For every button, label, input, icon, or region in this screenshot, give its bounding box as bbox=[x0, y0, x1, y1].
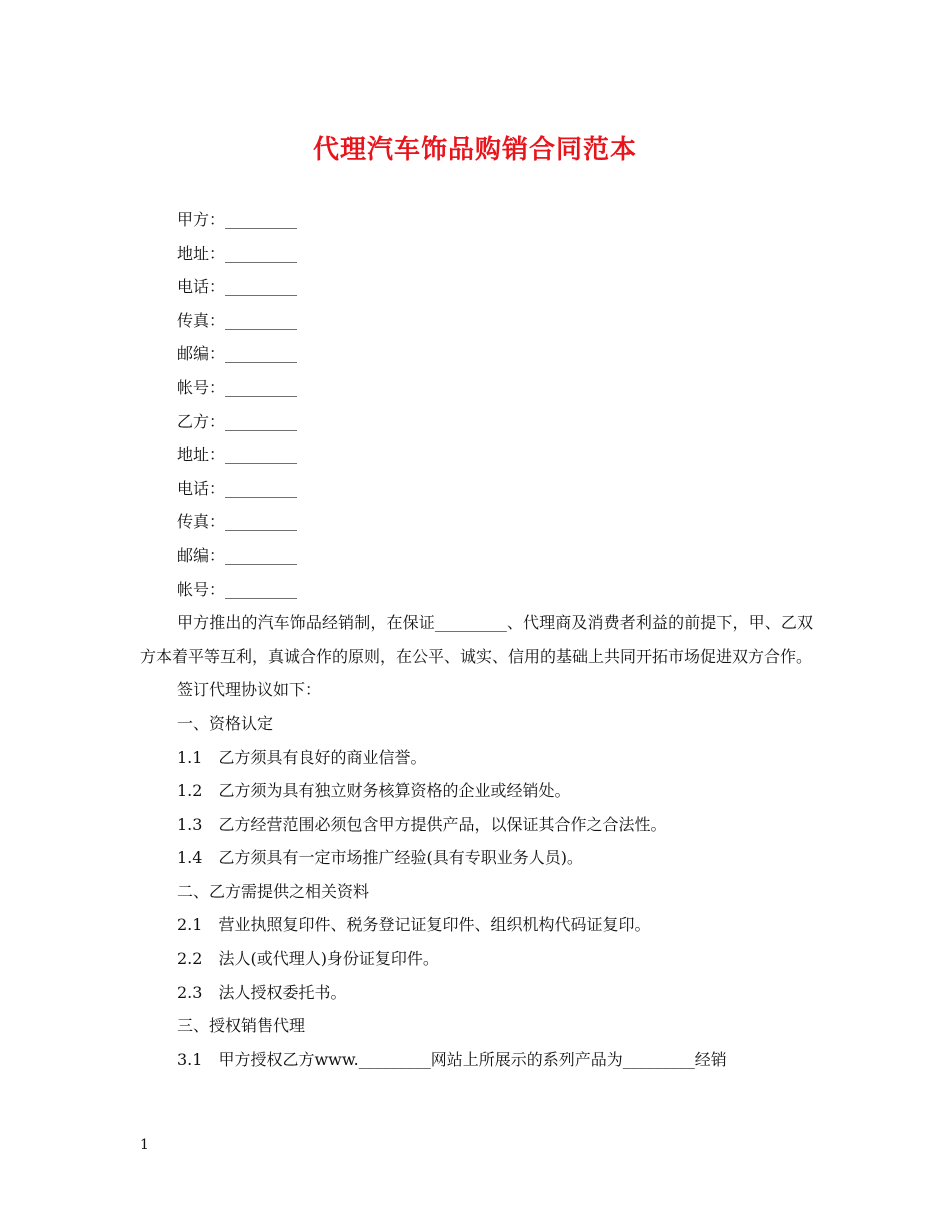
clause-2-3: 2.3 法人授权委托书。 bbox=[177, 982, 347, 1002]
clause-1-3: 1.3 乙方经营范围必须包含甲方提供产品，以保证其合作之合法性。 bbox=[177, 814, 667, 834]
document-title: 代理汽车饰品购销合同范本 bbox=[312, 135, 637, 165]
page-number: 1 bbox=[140, 1137, 149, 1153]
contract-body bbox=[140, 203, 813, 1076]
clause-3-1: 3.1 甲方授权乙方www._________网站上所展示的系列产品为_________经销 bbox=[177, 1049, 727, 1069]
party-b-account-line: 帐号：_________ bbox=[177, 579, 298, 599]
party-b-name-line: 乙方：_________ bbox=[177, 411, 298, 431]
party-b-postcode-line: 邮编：_________ bbox=[177, 545, 298, 565]
party-a-account-line: 帐号：_________ bbox=[177, 377, 298, 397]
clause-2-2: 2.2 法人(或代理人)身份证复印件。 bbox=[177, 949, 439, 969]
intro-paragraph: 甲方推出的汽车饰品经销制，在保证_________、代理商及消费者利益的前提下，甲、乙双方本着平等互利，真诚合作的原则，在公平、诚实、信用的基础上共同开拓市场促进双方合作。 bbox=[140, 613, 813, 666]
party-b-address-line: 地址：_________ bbox=[177, 445, 298, 465]
section-heading-authorization: 三、授权销售代理 bbox=[177, 1016, 306, 1036]
party-b-fax-line: 传真：_________ bbox=[177, 512, 298, 532]
clause-2-1: 2.1 营业执照复印件、税务登记证复印件、组织机构代码证复印。 bbox=[177, 915, 651, 935]
party-a-fax-line: 传真：_________ bbox=[177, 310, 298, 330]
agreement-intro: 签订代理协议如下： bbox=[177, 680, 322, 700]
party-a-name-line: 甲方：_________ bbox=[177, 210, 298, 229]
section-heading-qualification: 一、资格认定 bbox=[177, 713, 274, 733]
party-a-address-line: 地址：_________ bbox=[177, 243, 298, 263]
section-heading-required-documents: 二、乙方需提供之相关资料 bbox=[177, 881, 370, 901]
clause-1-4: 1.4 乙方须具有一定市场推广经验(具有专职业务人员)。 bbox=[177, 848, 583, 868]
clause-1-2: 1.2 乙方须为具有独立财务核算资格的企业或经销处。 bbox=[177, 781, 571, 801]
party-a-phone-line: 电话：_________ bbox=[177, 277, 298, 297]
party-b-phone-line: 电话：_________ bbox=[177, 478, 298, 498]
party-a-postcode-line: 邮编：_________ bbox=[177, 344, 298, 364]
clause-1-1: 1.1 乙方须具有良好的商业信誉。 bbox=[177, 747, 427, 767]
